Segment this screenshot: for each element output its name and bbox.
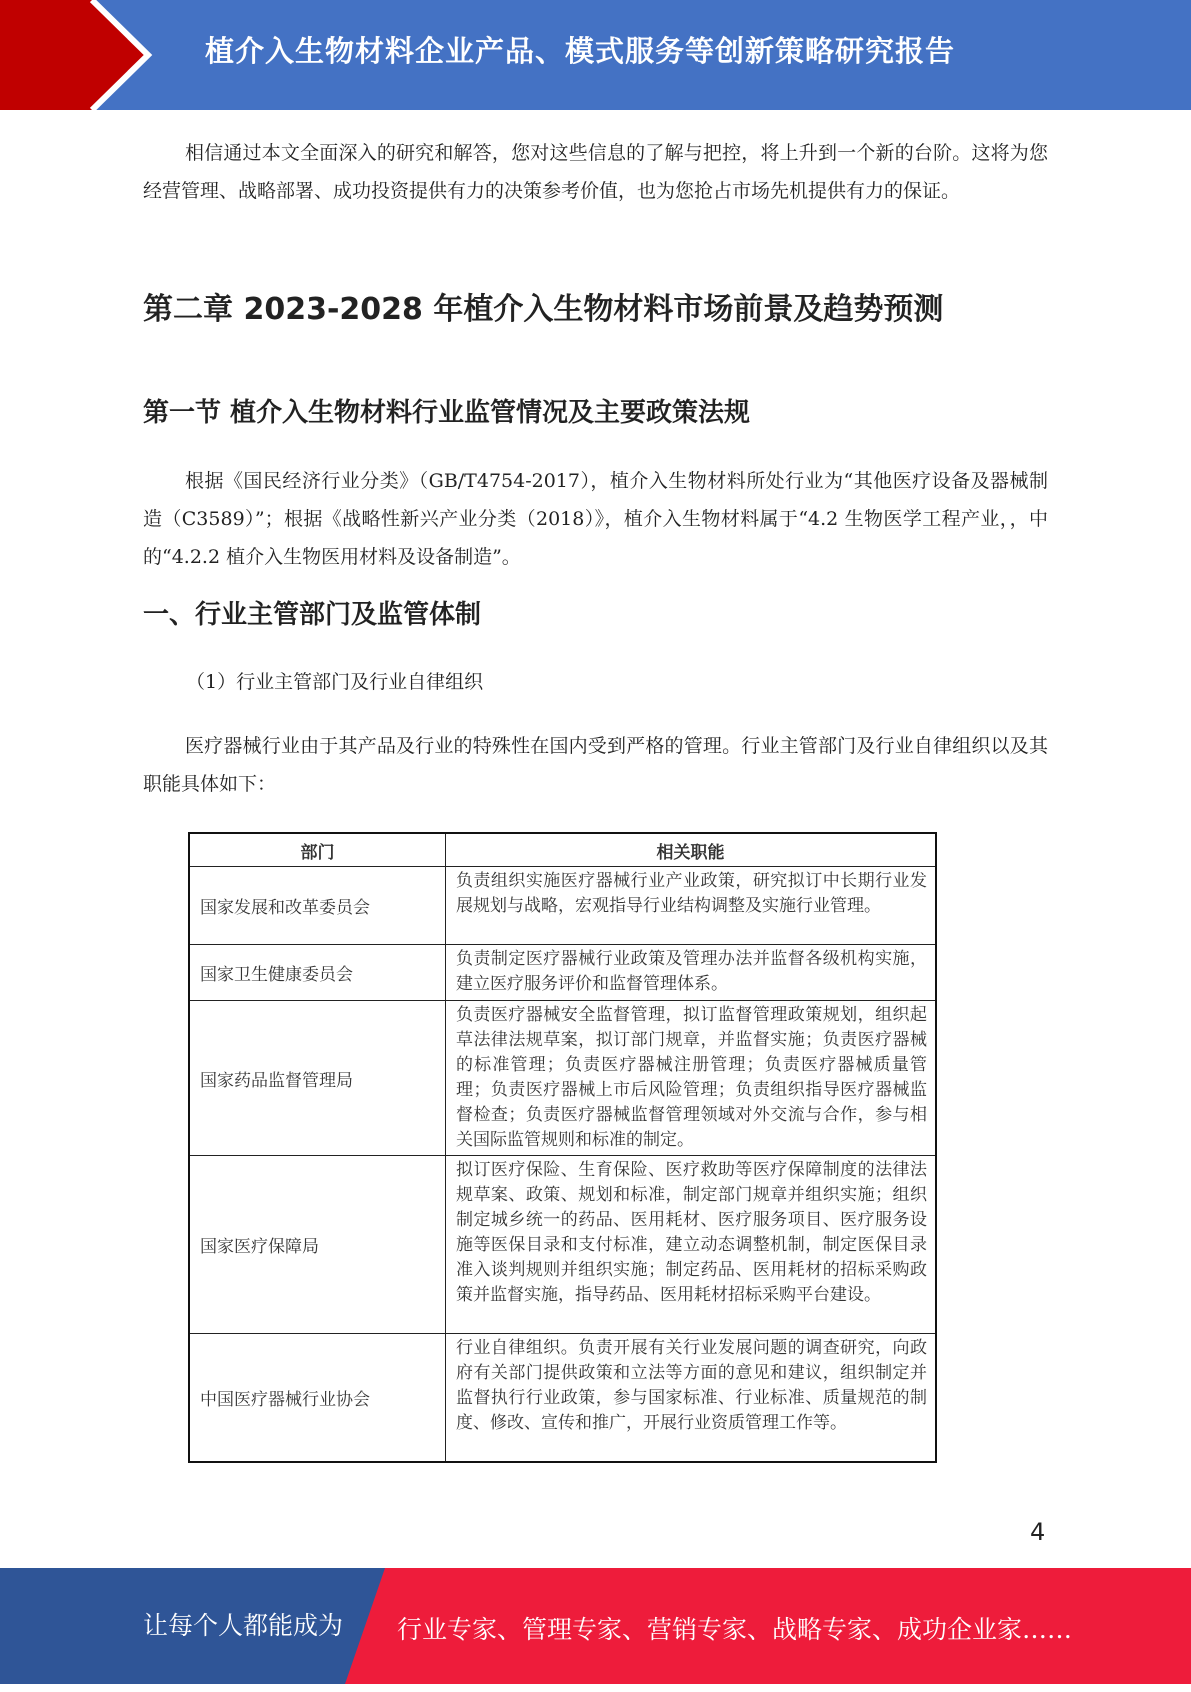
table-cell-dept: 国家医疗保障局: [189, 1156, 446, 1334]
list-item-label: （1）行业主管部门及行业自律组织: [186, 671, 484, 693]
header-arrow-icon: [0, 0, 160, 110]
footer-slogan-right: 行业专家、管理专家、营销专家、战略专家、成功企业家……: [397, 1615, 1073, 1644]
table-cell-dept: 中国医疗器械行业协会: [189, 1334, 446, 1462]
table-cell-func: 行业自律组织。负责开展有关行业发展问题的调查研究，向政府有关部门提供政策和立法等方面的意见和建议，组织制定并监督执行行业政策，参与国家标准、行业标准、质量规范的制度、修改、宣传和推广，开展行业资质管理工作等。: [446, 1334, 937, 1462]
table-cell-func: 负责制定医疗器械行业政策及管理办法并监督各级机构实施，建立医疗服务评价和监督管理体系。: [446, 945, 937, 1001]
section-title: 第一节 植介入生物材料行业监管情况及主要政策法规: [143, 398, 751, 428]
column-header-dept: 部门: [189, 833, 446, 867]
table-cell-dept: 国家药品监督管理局: [189, 1001, 446, 1156]
table-cell-func: 负责组织实施医疗器械行业产业政策，研究拟订中长期行业发展规划与战略，宏观指导行业结构调整及实施行业管理。: [446, 867, 937, 945]
footer-slogan-left: 让每个人都能成为: [143, 1611, 344, 1640]
table-row: [189, 1156, 936, 1334]
page-number: 4: [1030, 1518, 1046, 1546]
table-cell-func: 负责医疗器械安全监督管理，拟订监督管理政策规划，组织起草法律法规草案，拟订部门规章，并监督实施；负责医疗器械的标准管理；负责医疗器械注册管理；负责医疗器械质量管理；负责医疗器械上市后风险管理；负责组织指导医疗器械监督检查；负责医疗器械监督管理领域对外交流与合作，参与相关国际监管规则和标准的制定。: [446, 1001, 937, 1156]
page-header: [0, 0, 1191, 110]
page-footer: [0, 1568, 1191, 1684]
table-row: [189, 1334, 936, 1462]
table-row: [189, 867, 936, 945]
table-cell-func: 拟订医疗保险、生育保险、医疗救助等医疗保障制度的法律法规草案、政策、规划和标准，制定部门规章并组织实施；组织制定城乡统一的药品、医用耗材、医疗服务项目、医疗服务设施等医保目录和支付标准，建立动态调整机制，制定医保目录准入谈判规则并组织实施；制定药品、医用耗材的招标采购政策并监督实施，指导药品、医用耗材招标采购平台建设。: [446, 1156, 937, 1334]
subsection-title: 一、行业主管部门及监管体制: [143, 600, 482, 630]
column-header-func: 相关职能: [446, 833, 937, 867]
table-cell-dept: 国家发展和改革委员会: [189, 867, 446, 945]
section-paragraph: 根据《国民经济行业分类》（GB/T4754-2017），植介入生物材料所处行业为“其他医疗设备及器械制造（C3589）”；根据《战略性新兴产业分类（2018）》，植介入生物材料属于“4.2 生物医学工程产业，，中的“4.2.2 植介入生物医用材料及设备制造”。: [143, 470, 1048, 568]
intro-paragraph: 相信通过本文全面深入的研究和解答，您对这些信息的了解与把控，将上升到一个新的台阶。这将为您经营管理、战略部署、成功投资提供有力的决策参考价值，也为您抢占市场先机提供有力的保证。: [143, 142, 1048, 202]
table-cell-dept: 国家卫生健康委员会: [189, 945, 446, 1001]
table-row: [189, 1001, 936, 1156]
subsection-paragraph: 医疗器械行业由于其产品及行业的特殊性在国内受到严格的管理。行业主管部门及行业自律组织以及其职能具体如下：: [143, 735, 1048, 795]
regulator-table: [188, 832, 937, 1463]
chapter-title: 第二章 2023-2028 年植介入生物材料市场前景及趋势预测: [143, 292, 944, 327]
table-row: [189, 945, 936, 1001]
table-header-row: [189, 833, 936, 867]
header-title: 植介入生物材料企业产品、模式服务等创新策略研究报告: [205, 34, 956, 68]
